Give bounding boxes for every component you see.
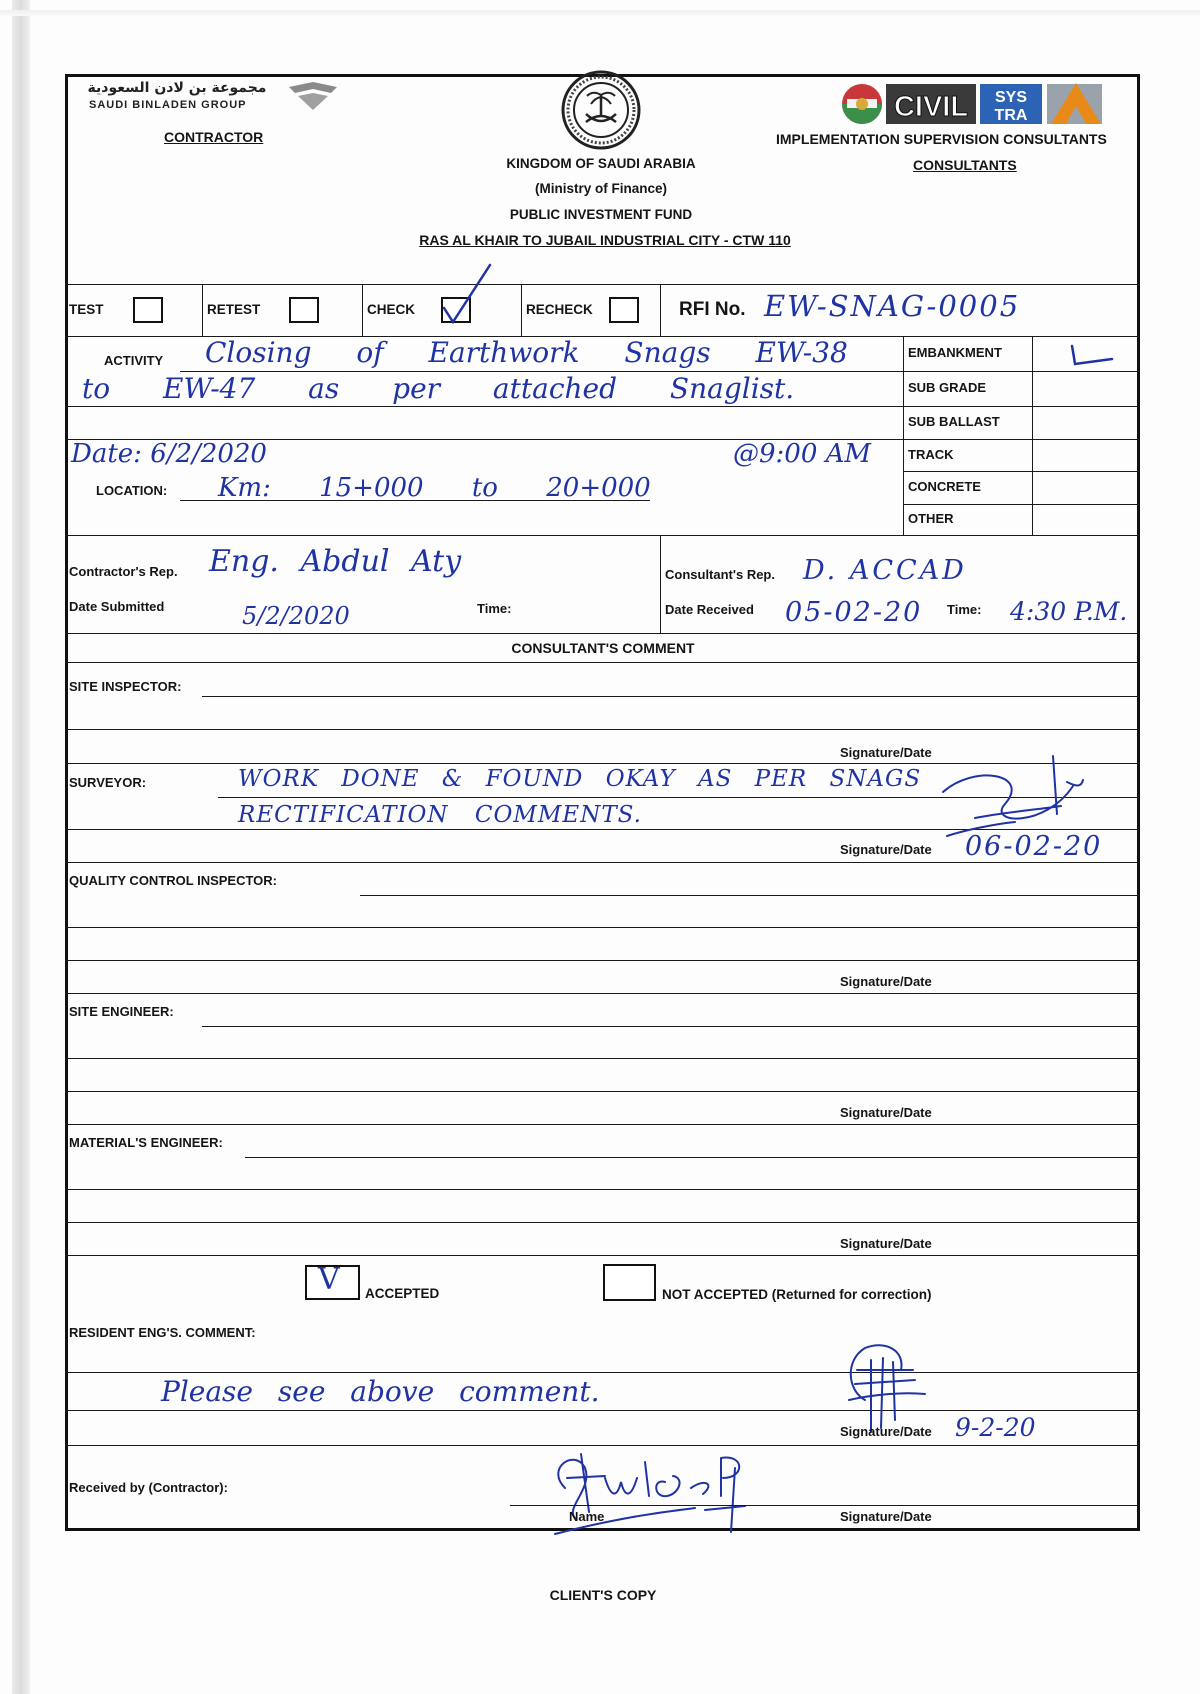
rfi-number-value: EW-SNAG-0005 <box>764 289 1021 323</box>
time-submitted-label: Time: <box>477 601 512 616</box>
not-accepted-label: NOT ACCEPTED (Returned for correction) <box>662 1287 932 1302</box>
comment-line <box>65 1058 1140 1059</box>
check-label: CHECK <box>367 302 416 317</box>
comment-line <box>202 696 1140 697</box>
column-divider <box>660 535 661 633</box>
consultant-rep-label: Consultant's Rep. <box>665 567 775 582</box>
country-title: KINGDOM OF SAUDI ARABIA <box>506 156 696 171</box>
date-submitted-label: Date Submitted <box>69 599 165 614</box>
section-rule <box>65 993 1140 994</box>
section-rule <box>65 1445 1140 1446</box>
saudi-emblem-seal-icon <box>553 68 649 152</box>
date-submitted-value: 5/2/2020 <box>242 602 350 630</box>
ministry-title: (Ministry of Finance) <box>534 181 667 196</box>
scan-top-shadow <box>0 10 1200 16</box>
systra-logo-text-bottom: TRA <box>994 107 1028 124</box>
time-received-label: Time: <box>947 602 982 617</box>
category-rule <box>903 504 1140 505</box>
copy-label: CLIENT'S COPY <box>549 1587 657 1603</box>
activity-description-line1: Closing of Earthwork Snags EW-38 <box>205 336 848 369</box>
surveyor-signature-date: 06-02-20 <box>965 831 1103 862</box>
test-label: TEST <box>69 302 104 317</box>
location-label: LOCATION: <box>96 483 168 498</box>
project-title: RAS AL KHAIR TO JUBAIL INDUSTRIAL CITY - CTW 110 <box>419 232 791 248</box>
resident-engineer-comment: Please see above comment. <box>161 1375 600 1408</box>
column-divider <box>1032 336 1033 535</box>
surveyor-comment-line2: RECTIFICATION COMMENTS. <box>238 802 642 828</box>
site-inspector-signature-label: Signature/Date <box>840 745 932 760</box>
embankment-tick-mark-icon <box>1066 343 1118 369</box>
comment-line <box>65 927 1140 928</box>
contractor-label: CONTRACTOR <box>164 129 264 145</box>
category-rule <box>903 371 1140 372</box>
comment-line <box>65 1372 1140 1373</box>
resident-engineer-label: RESIDENT ENG'S. COMMENT: <box>69 1325 256 1340</box>
binladen-logo-icon <box>285 80 341 112</box>
surveyor-signature <box>935 752 1085 840</box>
rfi-number-label: RFI No. <box>679 299 746 320</box>
quality-control-label: QUALITY CONTROL INSPECTOR: <box>69 873 278 888</box>
comment-line <box>245 1157 1140 1158</box>
comment-line <box>65 1222 1140 1223</box>
comment-line <box>65 1410 1140 1411</box>
category-rule <box>903 406 1140 407</box>
surveyor-label: SURVEYOR: <box>69 775 147 790</box>
section-rule <box>65 662 1140 663</box>
site-engineer-label: SITE ENGINEER: <box>69 1004 174 1019</box>
materials-engineer-signature-label: Signature/Date <box>840 1236 932 1251</box>
received-by-label: Received by (Contractor): <box>69 1480 228 1495</box>
section-rule <box>65 1124 1140 1125</box>
activity-rule <box>65 406 903 407</box>
category-other: OTHER <box>908 511 954 526</box>
activity-date: Date: 6/2/2020 <box>71 439 267 469</box>
materials-engineer-label: MATERIAL'S ENGINEER: <box>69 1135 223 1150</box>
recheck-label: RECHECK <box>526 302 593 317</box>
location-value: Km: 15+000 to 20+000 <box>218 473 651 503</box>
contractor-rep-label: Contractor's Rep. <box>69 564 178 579</box>
contractor-logo-arabic: مجموعة بن لادن السعودية <box>87 80 267 96</box>
date-received-label: Date Received <box>665 602 754 617</box>
not-accepted-checkbox <box>603 1264 656 1301</box>
comment-line <box>65 1091 1140 1092</box>
check-tick-mark-icon <box>436 262 496 328</box>
resident-engineer-signature <box>835 1340 931 1434</box>
comment-line <box>65 1189 1140 1190</box>
section-rule <box>65 862 1140 863</box>
section-rule <box>65 633 1140 634</box>
comment-line <box>65 960 1140 961</box>
header-bottom-rule <box>65 284 1140 285</box>
quality-control-signature-label: Signature/Date <box>840 974 932 989</box>
surveyor-comment-line1: WORK DONE & FOUND OKAY AS PER SNAGS <box>238 766 922 792</box>
consultant-emblem-icon <box>842 84 882 124</box>
consultant-title: IMPLEMENTATION SUPERVISION CONSULTANTS <box>776 131 1107 147</box>
section-rule <box>65 1255 1140 1256</box>
column-divider <box>362 284 363 336</box>
comment-line <box>202 1026 1140 1027</box>
activity-description-line2: to EW-47 as per attached Snaglist. <box>82 372 795 405</box>
column-divider <box>903 336 904 535</box>
resident-engineer-signature-date: 9-2-20 <box>955 1413 1036 1442</box>
column-divider <box>521 284 522 336</box>
systra-logo-text-top: SYS <box>994 89 1028 106</box>
consultant-rep-value: D. ACCAD <box>803 555 967 586</box>
fund-title: PUBLIC INVESTMENT FUND <box>509 207 693 222</box>
time-received-value: 4:30 P.M. <box>1010 597 1128 626</box>
surveyor-signature-label: Signature/Date <box>840 842 932 857</box>
column-divider <box>660 284 661 336</box>
category-sub-grade: SUB GRADE <box>908 380 987 395</box>
resident-engineer-signature-label: Signature/Date <box>840 1424 932 1439</box>
category-track: TRACK <box>908 447 954 462</box>
site-inspector-label: SITE INSPECTOR: <box>69 679 182 694</box>
category-concrete: CONCRETE <box>908 479 981 494</box>
category-rule <box>903 471 1140 472</box>
contractor-logo-english: SAUDI BINLADEN GROUP <box>89 99 247 111</box>
comment-line <box>65 729 1140 730</box>
civil-logo-text: CIVIL <box>893 91 969 123</box>
a-logo-icon <box>1047 83 1102 124</box>
retest-checkbox <box>289 297 319 323</box>
signature-line <box>510 1505 1140 1506</box>
accepted-label: ACCEPTED <box>365 1286 440 1301</box>
category-sub-ballast: SUB BALLAST <box>908 414 1000 429</box>
category-embankment: EMBANKMENT <box>908 345 1002 360</box>
contractor-rep-value: Eng. Abdul Aty <box>209 544 462 579</box>
consultant-label: CONSULTANTS <box>913 157 1017 173</box>
column-divider <box>202 284 203 336</box>
category-rule <box>903 439 1140 440</box>
activity-time: @9:00 AM <box>733 439 872 469</box>
consultant-logos <box>840 78 1105 128</box>
scan-edge-shadow <box>12 0 30 1694</box>
receipt-name-label: Name <box>569 1509 605 1524</box>
date-received-value: 05-02-20 <box>785 597 923 628</box>
accepted-mark: V <box>318 1262 340 1297</box>
comment-line <box>360 895 1140 896</box>
test-checkbox <box>133 297 163 323</box>
receipt-signature-label: Signature/Date <box>840 1509 932 1524</box>
recheck-checkbox <box>609 297 639 323</box>
retest-label: RETEST <box>207 302 261 317</box>
site-engineer-signature-label: Signature/Date <box>840 1105 932 1120</box>
activity-label: ACTIVITY <box>104 353 164 368</box>
consultant-comment-heading: CONSULTANT'S COMMENT <box>511 640 695 656</box>
section-rule <box>65 535 1140 536</box>
